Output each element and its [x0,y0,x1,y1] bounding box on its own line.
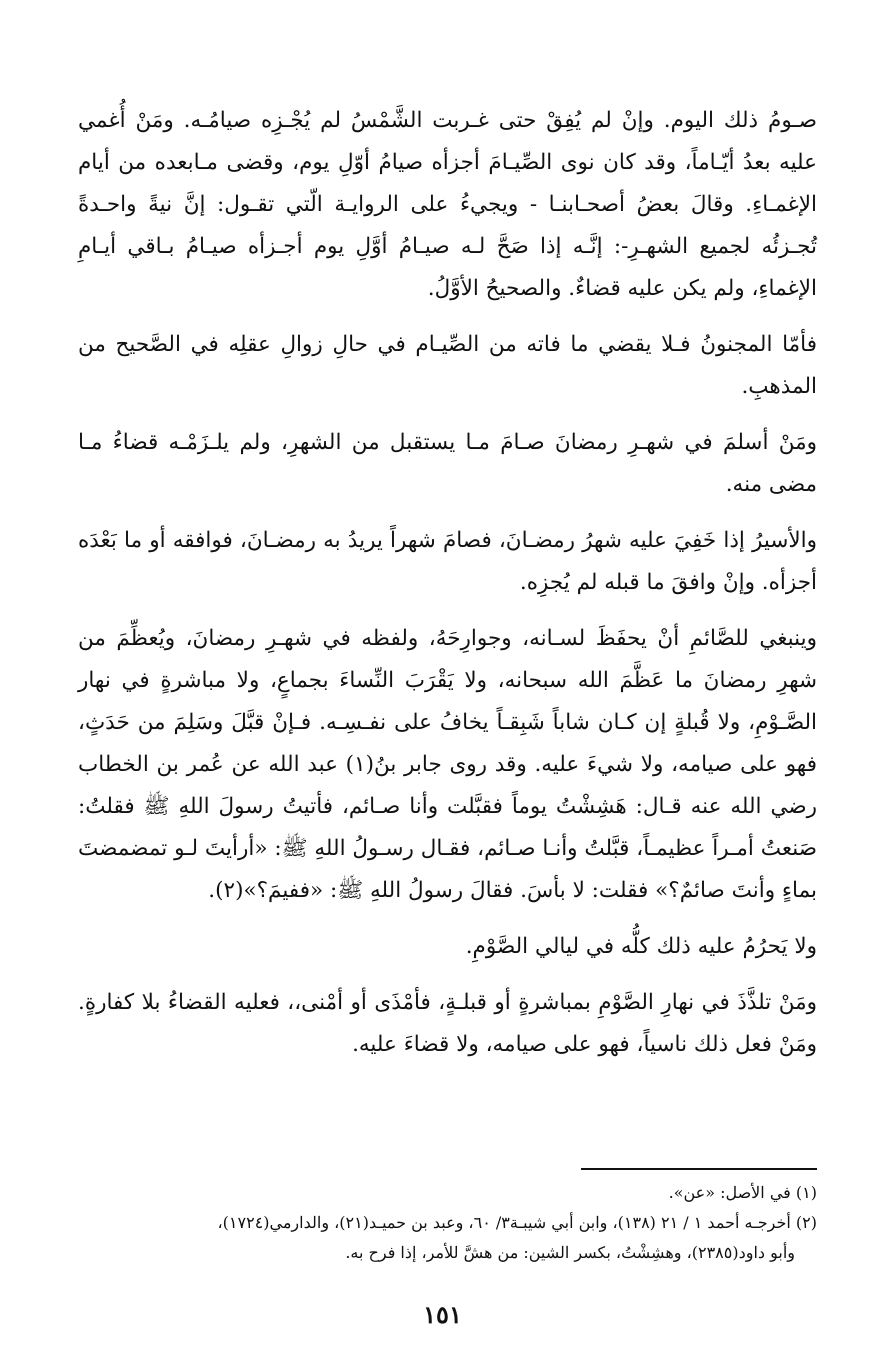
paragraph-6: ولا يَحرُمُ عليه ذلك كلُّه في ليالي الصَّوْمِ. [465,934,817,959]
paragraph-1: صـومُ ذلك اليوم. وإنْ لم يُفِقْ حتى غـربت الشَّمْسُ لم يُجْـزِه صيامُـه. ومَنْ أُغمي عليه بعدُ أيّـاماً، وقد كان نوى الصِّيـامَ أجزأه صيامُ أوّلِ يوم، وقضى مـابعده من أيام الإغمـاءِ. وقالَ بعضُ أصحـابنـا - ويجيءُ على الروايـة الّتي تقـول: إنَّ نيةً واحـدةً تُجـزئُه لجميع الشهـرِ-: إنَّـه إذا صَحَّ لـه صيـامُ أوَّلِ يوم أجـزأه صيـامُ بـاقي أيـامِ الإغماءِ، ولم يكن عليه قضاءٌ. والصحيحُ الأوَّلُ. [78,108,817,301]
paragraph-3: ومَنْ أسلمَ في شهـرِ رمضانَ صـامَ مـا يستقبل من الشهرِ، ولم يلـزَمْـه قضاءُ مـا مضى منه. [78,430,817,497]
footnote-1: (١) في الأصل: «عن». [668,1183,817,1202]
paragraph-5: وينبغي للصَّائمِ أنْ يحفَظَ لسـانه، وجوارِحَهُ، ولفظه في شهـرِ رمضانَ، ويُعظِّمَ من شهرِ رمضانَ ما عَظَّمَ الله سبحانه، ولا يَقْرَبَ النِّساءَ بجماعٍ، ولا مباشرةٍ في نهار الصَّـوْمِ، ولا قُبلةٍ إن كـان شاباً شَبِقـاً يخافُ على نفـسِـه. فـإنْ قبَّلَ وسَلِمَ من حَدَثٍ، فهو على صيامه، ولا شيءَ عليه. وقد روى جابر بنُ(١) عبد الله عن عُمر بن الخطاب رضي الله عنه قـال: هَشِشْتُ يوماً فقبَّلت وأنا صـائم، فأتيتُ رسولَ اللهِ ﷺ فقلتُ: صَنعتُ أمـراً عظيمـاً، قبَّلتُ وأنـا صـائم، فقـال رسـولُ اللهِ ﷺ: «أرأيتَ لـو تمضمضتَ بماءٍ وأنتَ صائمٌ؟» فقلت: لا بأسَ. فقالَ رسولُ اللهِ ﷺ: «ففيمَ؟»(٢). [78,626,817,903]
footnotes [78,1178,817,1268]
page-number: ١٥١ [423,1300,462,1329]
footnote-divider [581,1168,817,1170]
paragraph-4: والأسيرُ إذا خَفِيَ عليه شهرُ رمضـانَ، فصامَ شهراً يريدُ به رمضـانَ، فوافقه أو ما بَعْدَه أجزأه. وإنْ وافقَ ما قبله لم يُجزِه. [78,528,817,595]
footnote-2: (٢) أخرجـه أحمد ١ / ٢١ (١٣٨)، وابن أبي شيبـة٣/ ٦٠، وعبد بن حميـد(٢١)، والدارمي(١٧٢٤)، [217,1213,817,1232]
paragraph-2: فأمّا المجنونُ فـلا يقضي ما فاته من الصِّيـام في حالِ زوالِ عقلِه في الصَّحيح من المذهبِ. [78,332,817,399]
footnote-2-continued: وأبو داود(٢٣٨٥)، وهشِشْتُ، بكسر الشين: من هشَّ للأمر، إذا فرح به. [345,1243,795,1262]
paragraph-7: ومَنْ تلذَّذَ في نهارِ الصَّوْمِ بمباشرةٍ أو قبلـةٍ، فأمْذَى أو أمْنى،، فعليه القضاءُ بلا كفارةٍ. ومَنْ فعل ذلك ناسياً، فهو على صيامه، ولا قضاءَ عليه. [78,990,817,1057]
